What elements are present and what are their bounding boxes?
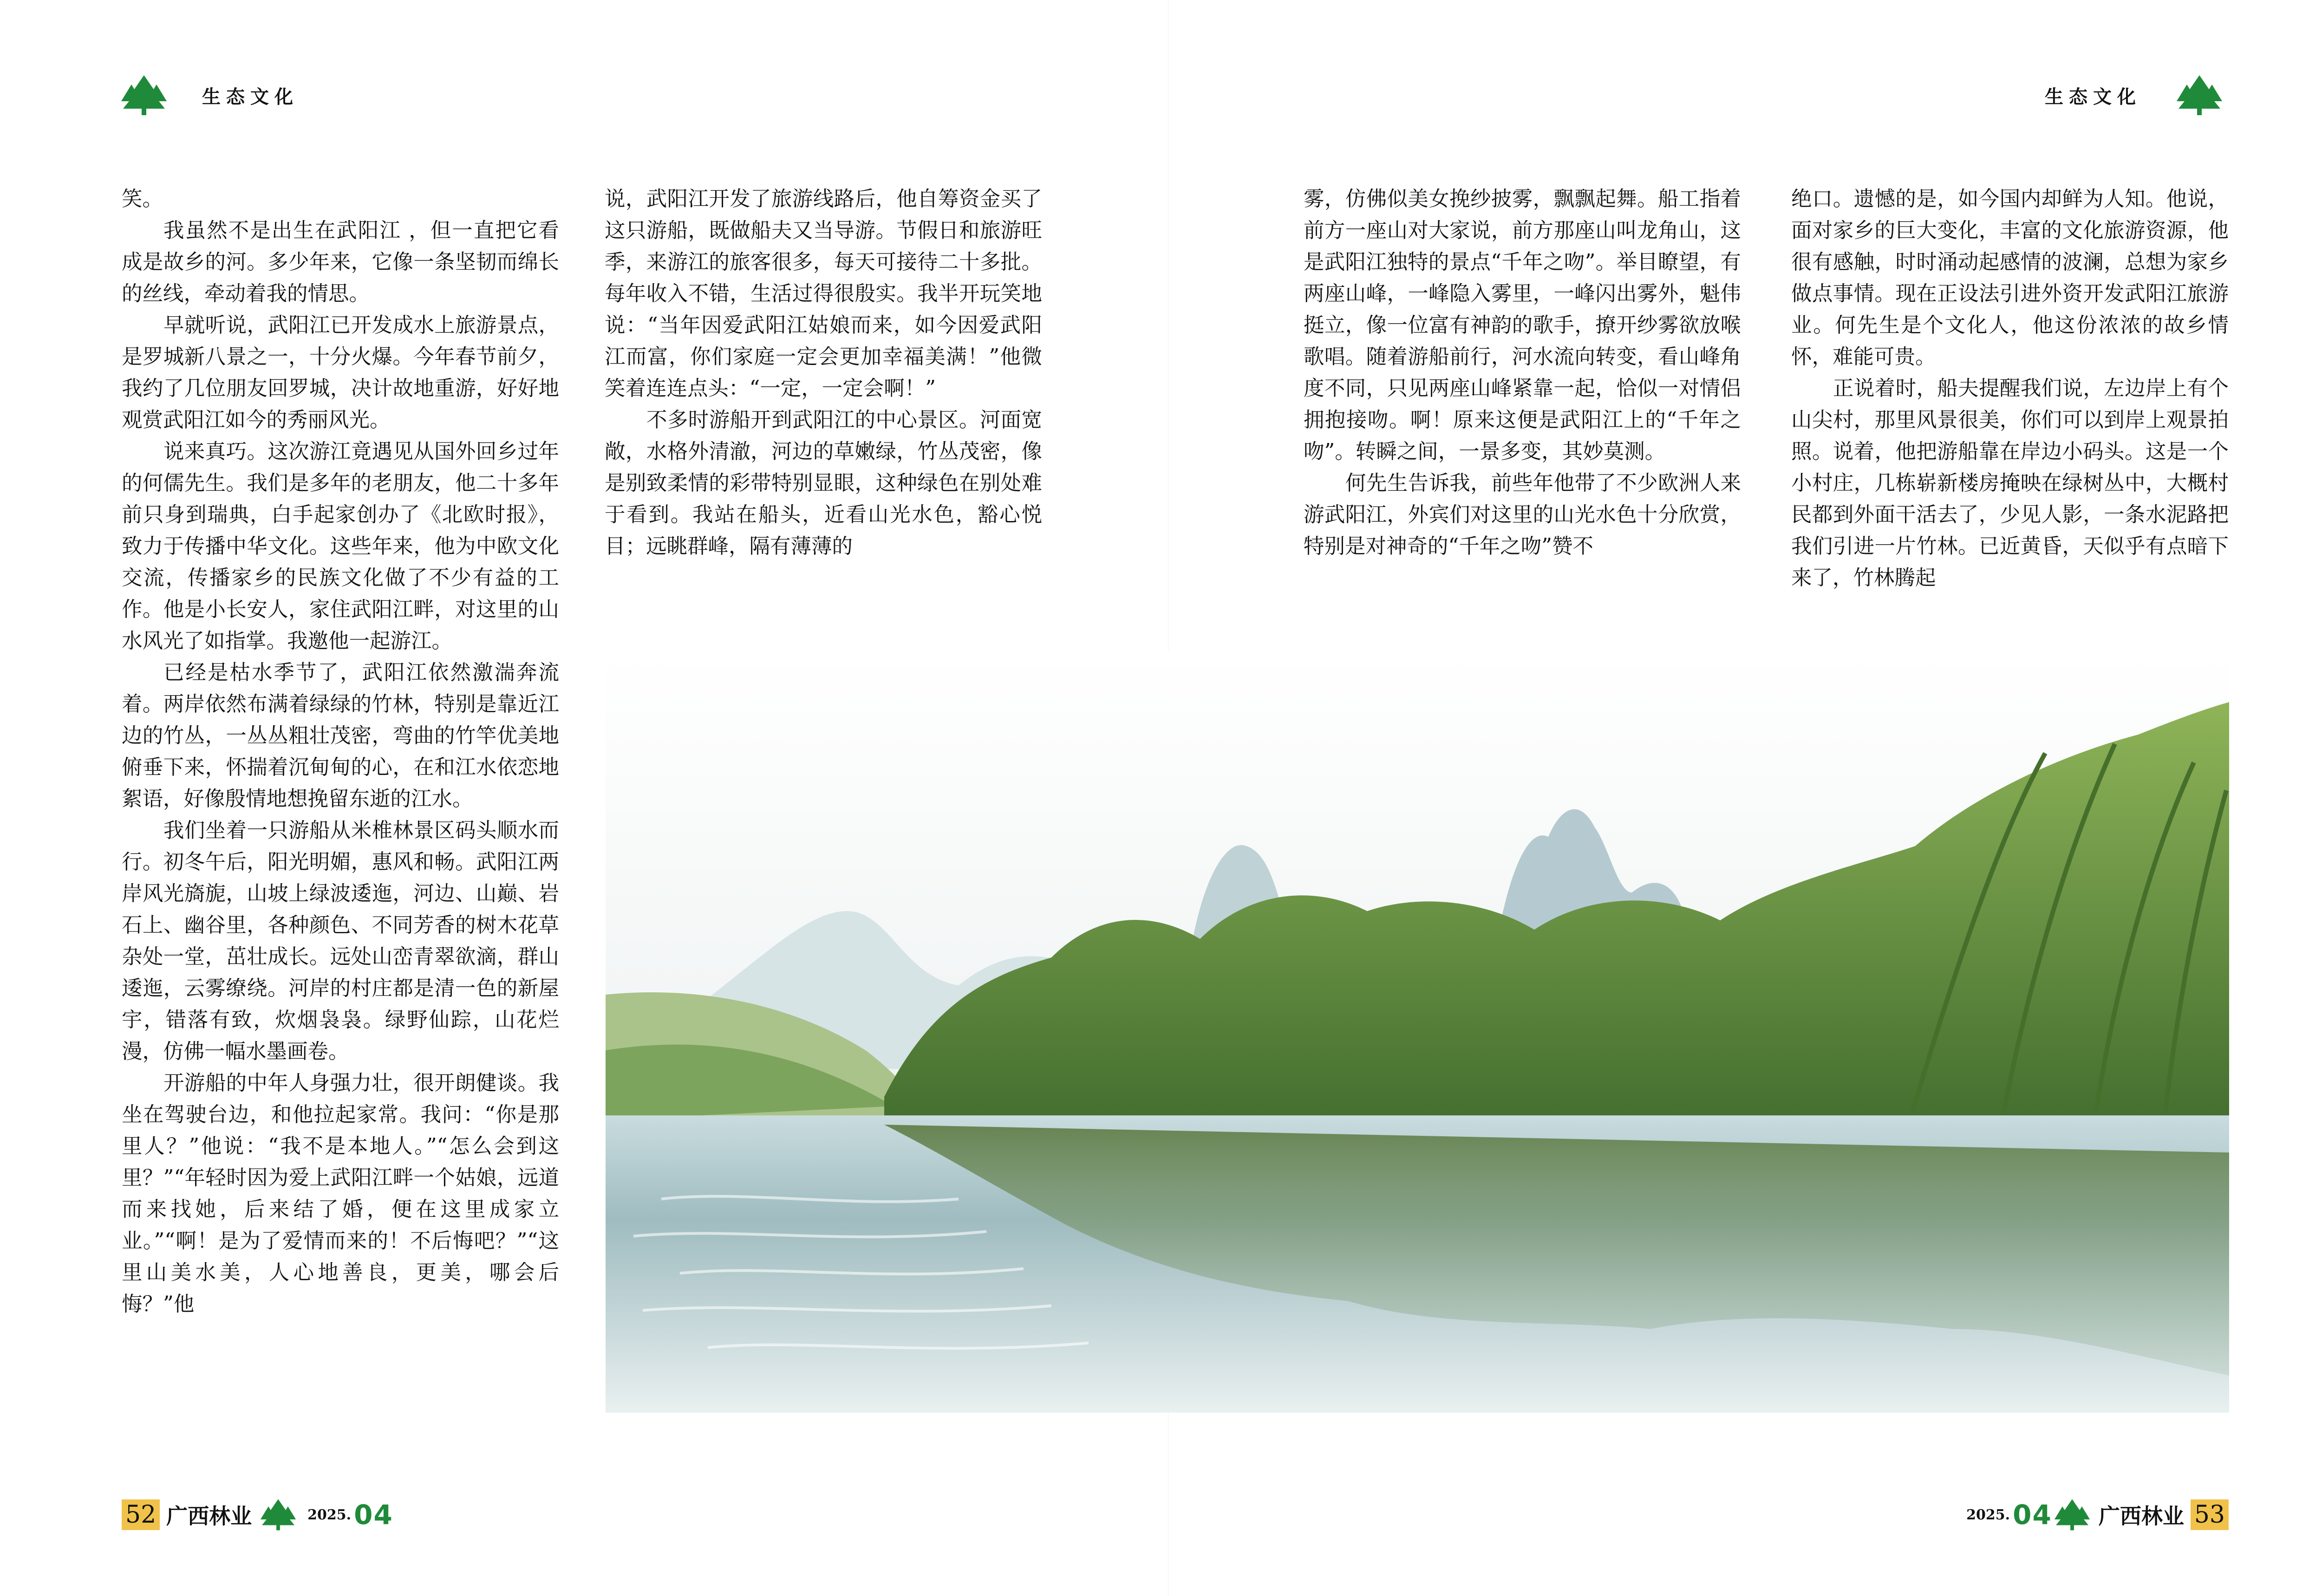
paragraph: 早就听说，武阳江已开发成水上旅游景点，是罗城新八景之一，十分火爆。今年春节前夕，我约了几位朋友回罗城，决计故地重游，好好地观赏武阳江如今的秀丽风光。 xyxy=(122,313,559,432)
section-title-right: 生态文化 xyxy=(2045,86,2141,108)
footer-right xyxy=(1963,1496,2229,1533)
text-column-4 xyxy=(1791,183,2229,594)
tree-logo-icon xyxy=(258,1498,298,1531)
paragraph: 何先生告诉我，前些年他带了不少欧洲人来游武阳江，外宾们对这里的山光水色十分欣赏，特别是对神奇的“千年之吻”赞不 xyxy=(1304,471,1741,558)
tree-logo-icon xyxy=(2174,74,2225,116)
paragraph: 笑。 xyxy=(122,187,163,211)
tree-logo-icon xyxy=(118,74,170,116)
text-column-2 xyxy=(605,183,1042,562)
paragraph: 正说着时，船夫提醒我们说，左边岸上有个山尖村，那里风景很美，你们可以到岸上观景拍照。说着，他把游船靠在岸边小码头。这是一个小村庄，几栋崭新楼房掩映在绿树丛中，大概村民都到外面干活去了，少见人影，一条水泥路把我们引进一片竹林。已近黄昏，天似乎有点暗下来了，竹林腾起 xyxy=(1791,377,2229,590)
paragraph: 说，武阳江开发了旅游线路后，他自筹资金买了这只游船，既做船夫又当导游。节假日和旅游旺季，来游江的旅客很多，每天可接待二十多批。每年收入不错，生活过得很殷实。我半开玩笑地说：“当年因爱武阳江姑娘而来，如今因爱武阳江而富，你们家庭一定会更加幸福美满！”他微笑着连连点头：“一定，一定会啊！” xyxy=(605,187,1042,400)
text-column-3 xyxy=(1304,183,1741,562)
issue-number-right: 04 xyxy=(2013,1499,2052,1531)
tree-logo-icon xyxy=(2052,1498,2092,1531)
page-number-right: 53 xyxy=(2191,1499,2229,1530)
footer-left xyxy=(122,1496,393,1533)
paragraph: 开游船的中年人身强力壮，很开朗健谈。我坐在驾驶台边，和他拉起家常。我问：“你是那里人？”他说：“我不是本地人。”“怎么会到这里？”“年轻时因为爱上武阳江畔一个姑娘，远道而来找她，后来结了婚，便在这里成家立业。”“啊！是为了爱情而来的！不后悔吧？”“这里山美水美，人心地善良，更美，哪会后悔？”他 xyxy=(122,1071,559,1316)
text-column-1 xyxy=(122,183,559,1320)
paragraph: 雾，仿佛似美女挽纱披雾，飘飘起舞。船工指着前方一座山对大家说，前方那座山叫龙角山，这是武阳江独特的景点“千年之吻”。举目瞭望，有两座山峰，一峰隐入雾里，一峰闪出雾外，魁伟挺立，像一位富有神韵的歌手，撩开纱雾欲放喉歌唱。随着游船前行，河水流向转变，看山峰角度不同，只见两座山峰紧靠一起，恰似一对情侣拥抱接吻。啊！原来这便是武阳江上的“千年之吻”。转瞬之间，一景多变，其妙莫测。 xyxy=(1304,187,1741,463)
issue-year-right: 2025. xyxy=(1966,1506,2010,1523)
paragraph: 不多时游船开到武阳江的中心景区。河面宽敞，水格外清澈，河边的草嫩绿，竹丛茂密，像是别致柔情的彩带特别显眼，这种绿色在别处难于看到。我站在船头，近看山光水色，豁心悦目；远眺群峰，隔有薄薄的 xyxy=(605,408,1042,558)
header-right xyxy=(2045,70,2225,121)
header-left xyxy=(118,70,299,121)
river-landscape-photo xyxy=(606,651,2229,1413)
issue-year-left: 2025. xyxy=(307,1506,352,1523)
paragraph: 绝口。遗憾的是，如今国内却鲜为人知。他说，面对家乡的巨大变化，丰富的文化旅游资源，他很有感触，时时涌动起感情的波澜，总想为家乡做点事情。现在正设法引进外资开发武阳江旅游业。何先生是个文化人，他这份浓浓的故乡情怀，难能可贵。 xyxy=(1791,187,2229,369)
section-title-left: 生态文化 xyxy=(202,86,299,108)
paragraph: 说来真巧。这次游江竟遇见从国外回乡过年的何儒先生。我们是多年的老朋友，他二十多年前只身到瑞典，白手起家创办了《北欧时报》，致力于传播中华文化。这些年来，他为中欧文化交流，传播家乡的民族文化做了不少有益的工作。他是小长安人，家住武阳江畔，对这里的山水风光了如指掌。我邀他一起游江。 xyxy=(122,440,559,653)
page-number-left: 52 xyxy=(122,1499,160,1530)
magazine-name-right: 广西林业 xyxy=(2098,1504,2184,1529)
paragraph: 我们坐着一只游船从米椎林景区码头顺水而行。初冬午后，阳光明媚，惠风和畅。武阳江两岸风光旖旎，山坡上绿波逶迤，河边、山巅、岩石上、幽谷里，各种颜色、不同芳香的树木花草杂处一堂，茁壮成长。远处山峦青翠欲滴，群山逶迤，云雾缭绕。河岸的村庄都是清一色的新屋宇，错落有致，炊烟袅袅。绿野仙踪，山花烂漫，仿佛一幅水墨画卷。 xyxy=(122,819,559,1063)
paragraph: 我虽然不是出生在武阳江 ，但一直把它看成是故乡的河。多少年来，它像一条坚韧而绵长的丝线，牵动着我的情思。 xyxy=(122,219,559,306)
magazine-name-left: 广西林业 xyxy=(166,1504,252,1529)
paragraph: 已经是枯水季节了，武阳江依然激湍奔流着。两岸依然布满着绿绿的竹林，特别是靠近江边的竹丛，一丛丛粗壮茂密，弯曲的竹竿优美地俯垂下来，怀揣着沉甸甸的心，在和江水依恋地絮语，好像殷情地想挽留东逝的江水。 xyxy=(122,661,559,811)
issue-number-left: 04 xyxy=(354,1499,393,1531)
